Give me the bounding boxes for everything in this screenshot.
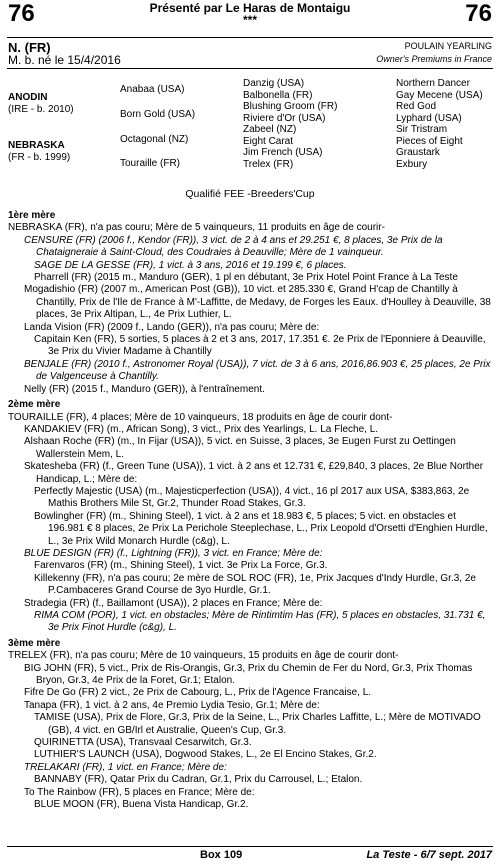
premiums-note: Owner's Premiums in France <box>376 54 492 64</box>
g3-1: Danzig (USA) <box>243 78 305 89</box>
footer <box>0 849 500 863</box>
record-line: KANDAKIEV (FR) (m., African Song), 3 vict., Prix des Yearlings, L. La Fleche, L. <box>24 423 379 435</box>
record-line: BIG JOHN (FR), 5 vict., Prix de Ris-Orangis, Gr.3, Prix du Chemin de Fer du Nord, Gr.3, Prix Thomas Bryon, Gr.3, 4e Prix de la Foret, Gr.1; Etalon. <box>24 662 473 687</box>
record-line: Fifre De Go (FR) 2 vict., 2e Prix de Cabourg, L., Prix de l'Agence Francaise, L. <box>24 687 372 699</box>
g4-1: Northern Dancer <box>396 78 470 89</box>
g4-4: Lyphard (USA) <box>396 112 462 124</box>
g4-6: Pieces of Eight <box>396 135 463 147</box>
lot-number-right: 76 <box>465 0 492 27</box>
record-line: Stradegia (FR) (f., Baillamont (USA)), 2 places en France; Mère de: <box>24 597 323 609</box>
lot-number-left: 76 <box>8 0 35 27</box>
g2-2: Born Gold (USA) <box>120 109 196 120</box>
record-line: Perfectly Majestic (USA) (m., Majesticperfection (USA)), 4 vict., 16 pl 2017 aux USA, $383,863, 2e Mathis Brothers Mile St, Gr.2, Thunder Road Stakes, Gr.3. <box>34 485 470 510</box>
record-line: Farenvaros (FR) (m., Shining Steel), 1 vict. 3e Prix La Force, Gr.3. <box>34 560 328 572</box>
record-line: BANNABY (FR), Qatar Prix du Cadran, Gr.1, Prix du Carrousel, L.; Etalon. <box>34 774 363 786</box>
record-line: NEBRASKA (FR), n'a pas couru; Mère de 5 vainqueurs, 11 produits en âge de courir- <box>8 222 385 234</box>
horse-name: N. (FR) <box>8 40 51 55</box>
presenter-header <box>0 2 500 26</box>
record-line: CENSURE (FR) (2006 f., Kendor (FR)), 3 vict. de 2 à 4 ans et 29.251 €, 8 places, 3e Prix de la Chataigneraie à Saint-Cloud, des Coudraies à Deauville; Mère de 1 vainqueur. <box>24 234 443 259</box>
g4-8: Exbury <box>396 158 428 170</box>
g3-5: Zabeel (NZ) <box>243 124 297 135</box>
record-line: RIMA COM (POR), 1 vict. en obstacles; Mère de Rintimtim Has (FR), 5 places en obstacles, 31.731 €, 3e Prix Finot Hurdle (c&g), L. <box>34 610 486 634</box>
g4-5: Sir Tristram <box>396 124 448 135</box>
g4-3: Red God <box>396 101 437 112</box>
dam-produce-record <box>8 210 494 812</box>
dam-info: (FR - b. 1999) <box>8 152 71 163</box>
sire-name: ANODIN <box>8 92 48 103</box>
g2-1: Anabaa (USA) <box>120 84 185 95</box>
record-line: To The Rainbow (FR), 5 places en France; Mère de: <box>24 786 255 798</box>
record-line: QUIRINETTA (USA), Transvaal Cesarwitch, Gr.3. <box>34 737 252 749</box>
qualification-note: Qualifié FEE -Breeders'Cup <box>185 188 315 200</box>
g4-7: Graustark <box>396 147 440 158</box>
g4-2: Gay Mecene (USA) <box>396 89 483 101</box>
section-third-dam: 3ème mère <box>8 637 61 649</box>
g3-3: Blushing Groom (FR) <box>243 101 338 112</box>
footer-rule <box>7 846 493 847</box>
g3-7: Jim French (USA) <box>243 147 323 158</box>
record-line: TAMISE (USA), Prix de Flore, Gr.3, Prix de la Seine, L., Prix Charles Laffitte, L.; Mère de MOTIVADO (GB), 4 vict. en GB/Irl et Australie, Queen's Cup, Gr.3. <box>34 712 481 736</box>
record-line: BLUE DESIGN (FR) (f., Lightning (FR)), 3 vict. en France; Mère de: <box>24 547 323 559</box>
sale-location-date: La Teste - 6/7 sept. 2017 <box>366 849 492 861</box>
box-number: Box 109 <box>200 849 243 861</box>
top-rule <box>7 37 493 38</box>
record-line: Nelly (FR) (2015 f., Manduro (GER)), à l'entraînement. <box>24 383 265 395</box>
record-line: Alshaan Roche (FR) (m., In Fijar (USA)), 5 vict. en Suisse, 3 places, 3e Eugen Furst zu Oettingen Wallerstein Mem, L. <box>24 436 456 460</box>
record-line: Killekenny (FR), n'a pas couru; 2e mère de SOL ROC (FR), 1e, Prix Jacques d'Indy Hurdle, Gr.3, 2e P.Cambaceres Grand Course de 3yo Hurdle, Gr.1. <box>34 572 476 597</box>
record-line: Landa Vision (FR) (2009 f., Lando (GER)), n'a pas couru; Mère de: <box>24 321 320 333</box>
record-line: BENJALE (FR) (2010 f., Astronomer Royal (USA)), 7 vict. de 3 à 6 ans, 2016,86.903 €, 25 places, 2e Prix de Valgenceuse à Chantilly. <box>24 358 491 383</box>
record-line: Capitain Ken (FR), 5 sorties, 5 places à 2 et 3 ans, 2017, 17.351 €. 2e Prix de l'Eponniere à Deauville, 3e Prix du Vivier Madame à Chantilly <box>34 334 486 358</box>
pedigree-rule <box>7 68 493 69</box>
record-line: TRELEX (FR), n'a pas couru; Mère de 10 vainqueurs, 15 produits en âge de courir dont- <box>8 650 399 662</box>
g2-3: Octagonal (NZ) <box>120 134 189 145</box>
g2-4: Touraille (FR) <box>120 158 181 169</box>
g3-6: Eight Carat <box>243 135 294 147</box>
record-line: BLUE MOON (FR), Buena Vista Handicap, Gr.2. <box>34 799 249 811</box>
g3-8: Trelex (FR) <box>243 158 294 170</box>
sale-category: POULAIN YEARLING <box>404 41 492 51</box>
g3-4: Riviere d'Or (USA) <box>243 112 326 124</box>
record-line: SAGE DE LA GESSE (FR), 1 vict. à 3 ans, 2016 et 19.199 €, 6 places. <box>34 259 347 271</box>
record-line: Bowlingher (FR) (m., Shining Steel), 1 vict. à 2 ans et 18.983 €, 5 places; 5 vict. en obstacles et 196.981 € 8 places, 2e Prix La Perichole Steeplechase, L., Prix Leopold d'Orsetti d'Enghien Hurdle, L., 3e Prix Wild Monarch Hurdle (c&g), L. <box>34 510 488 547</box>
record-line: Skatesheba (FR) (f., Green Tune (USA)), 1 vict. à 2 ans et 12.731 €, £29,840, 3 places, 2e Blue Norther Handicap, L.; Mère de: <box>24 461 484 485</box>
record-line: Mogadishio (FR) (2007 m., American Post (GB)), 10 vict. et 285.330 €, Grand H'cap de Chantilly à Chantilly, Prix de l'Ile de France à M'-Laffitte, de Medavy, de Forges les Eaux. d'Houlley à Deauville, 38 places, 3e Prix Altipan, L., 4e Prix Luthier, L. <box>24 284 491 321</box>
pedigree-table <box>8 78 494 178</box>
section-second-dam: 2ème mère <box>8 399 61 411</box>
presenter-stars: *** <box>242 13 257 27</box>
record-line: TRELAKARI (FR), 1 vict. en France; Mère de: <box>24 761 227 773</box>
record-line: LUTHIER'S LAUNCH (USA), Dogwood Stakes, L., 2e El Encino Stakes, Gr.2. <box>34 749 377 761</box>
presenter-text: Présenté par Le Haras de Montaigu <box>149 1 351 15</box>
record-line: TOURAILLE (FR), 4 places; Mère de 10 vainqueurs, 18 produits en âge de courir dont- <box>8 411 393 423</box>
section-first-dam: 1ère mère <box>8 210 56 221</box>
g3-2: Balbonella (FR) <box>243 89 313 101</box>
sire-info: (IRE - b. 2010) <box>8 104 74 115</box>
record-line: Tanapa (FR), 1 vict. à 2 ans, 4e Premio Lydia Tesio, Gr.1; Mère de: <box>24 699 320 711</box>
dam-name: NEBRASKA <box>8 140 65 151</box>
horse-birth: M. b. né le 15/4/2016 <box>8 53 121 67</box>
record-line: Pharrell (FR) (2015 m., Manduro (GER), 1 pl en débutant, 3e Prix Hotel Point France à La Teste <box>34 272 458 284</box>
